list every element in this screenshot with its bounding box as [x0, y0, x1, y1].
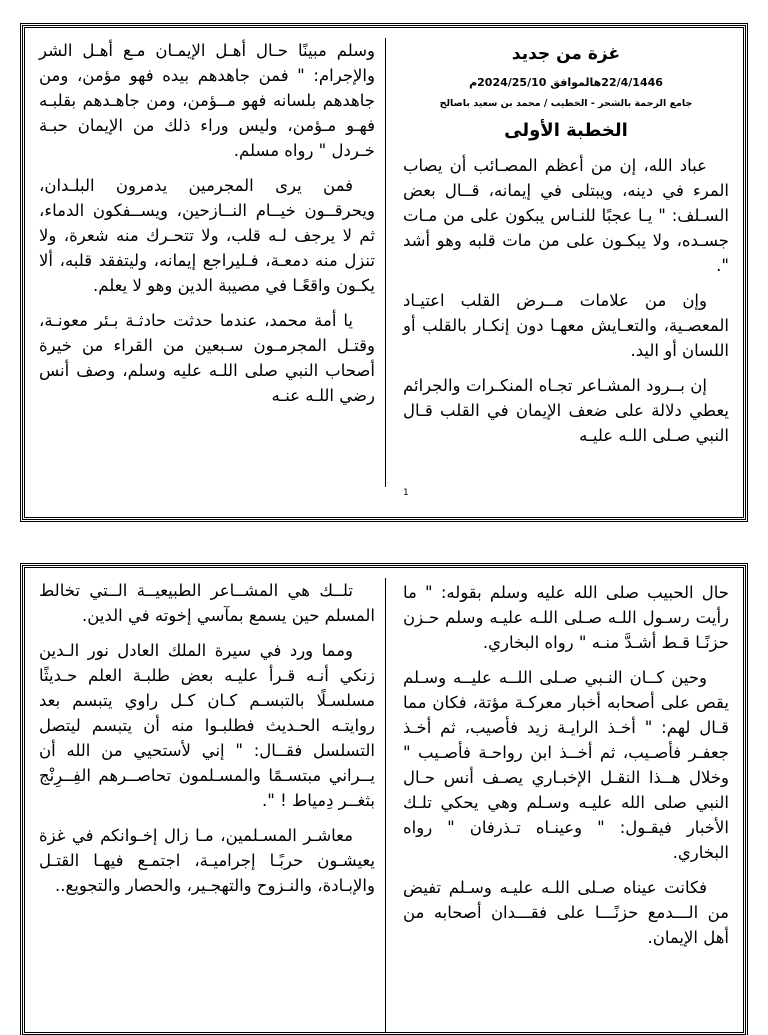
paragraph: ومما ورد في سيرة الملك العادل نور الـدين زنكي أنـه قـرأ عليـه بعض طلبـة العلم حـديثًا مسلسـلًا بالتبسـم كـان كـل راوي يتبسم بعد روايتـه الحـديث فطلبـوا منه أن يتبسم ليتصل التسلسل فقــال: " إني لأستحيي من الله أن يــراني مبتسـمًا والمسـلمون تحاصــرهم الفِــرِنْج بثغــر دِمياط ! ".: [39, 641, 375, 810]
paragraph: إن بــرود المشـاعر تجـاه المنكـرات والجرائم يعطي دلالة على ضعف الإيمان في القلب قـال النبي صـلى اللـه عليـه: [403, 376, 729, 445]
paragraph: فكانت عيناه صـلى اللـه عليـه وسـلم تفيض من الـــدمع حزنًـــا على فقـــدان أصحابه من أهل الإيمان.: [403, 878, 729, 947]
first-sermon-heading: الخطبة الأولى: [504, 120, 628, 141]
column-divider: [385, 38, 386, 487]
sermon-title: غزة من جديد: [511, 44, 621, 64]
paragraph: فمن يرى المجرمين يدمرون البلـدان، ويحرقــون خيــام النــازحين، ويســفكون الدماء، ثم لا يرجف لـه قلب، ولا تتحـرك منه شعرة، ولا تنزل منه دمعـة، فـليراجع إيمانه، وليتفقد قلبه، ألا يكـون واقعًـا في مصيبة الدين وهو لا يعلم.: [39, 176, 375, 295]
sermon-date: 22/4/1446هالموافق 2024/25/10م: [469, 76, 663, 89]
page-2-right-column: [395, 568, 743, 1032]
page-2: [22, 565, 746, 1035]
paragraph: وإن من علامات مــرض القلب اعتيـاد المعصـية، والتعـايش معهـا دون إنكـار بالقلب أو اللسان أو اليد.: [403, 291, 729, 360]
page-1-right-column: [395, 28, 743, 517]
paragraph: يا أمة محمد، عندما حدثت حادثـة بـئر معونـة، وقتـل المجرمـون سـبعين من القراء من خيرة أصحاب النبي صلى اللـه عليه وسلم، وصف أنس رضي اللـه عنـه: [39, 311, 375, 405]
mosque-preacher-line: جامع الرحمة بالشحر - الخطيب / محمد بن سعيد باصالح: [439, 98, 693, 109]
paragraph: حال الحبيب صلى الله عليه وسلم بقوله: " ما رأيت رسـول اللـه صـلى اللـه عليـه وسلم حـزن حزنًـا قـط أشـدَّ منـه " رواه البخاري.: [403, 583, 729, 652]
page-number: 1: [403, 488, 409, 498]
column-divider: [385, 578, 386, 1032]
paragraph: وسلم مبينًا حـال أهـل الإيمـان مـع أهـل الشر والإجرام: " فمن جاهدهم بيده فهو مؤمن، ومن جاهدهم بلسانه فهو مــؤمن، ومن جاهـدهم بقلبـه فهـو مـؤمن، وليس وراء ذلك من الإيمان حبـة خـردل " رواه مسلم.: [39, 41, 375, 160]
page-1: [22, 25, 746, 520]
paragraph: تلــك هي المشــاعر الطبيعيــة الــتي تخالط المسلم حين يسمع بمآسي إخوته في الدين.: [39, 581, 375, 625]
paragraph: معاشـر المسـلمين، مـا زال إخـوانكم في غزة يعيشـون حربًـا إجراميـة، اجتمـع فيهـا القتـل والإبـادة، والنـزوح والتهجـير، والحصار والتجويع..: [39, 826, 375, 895]
paragraph: عباد الله، إن من أعظم المصـائب أن يصاب المرء في دينه، ويبتلى في إيمانه، قــال بعض السـلف: " يـا عجبًا للنـاس يبكون على من مـات جسـده، ولا يبكـون على من مات قلبه وهو أشد ".: [403, 156, 729, 275]
page-2-left-column: [25, 568, 383, 1032]
paragraph: وحين كــان النـبي صـلى اللــه عليــه وسـلم يقص على أصحابه أخبار معركـة مؤتة، فكان مما قـال لهم: " أخـذ الرايـة زيد فأصيب، ثم أخـذ جعفـر فأصـيب، ثم أخــذ ابن رواحـة فأصـيب " وخلال هــذا النقـل الإخبـاري يصـف أنس حـال النبي صلى الله عليـه وسـلم وهي يحكي تلـك الأخبار فيقـول: " وعينـاه تـذرفان " رواه البخاري.: [403, 668, 729, 862]
page-1-left-column: [25, 28, 383, 517]
